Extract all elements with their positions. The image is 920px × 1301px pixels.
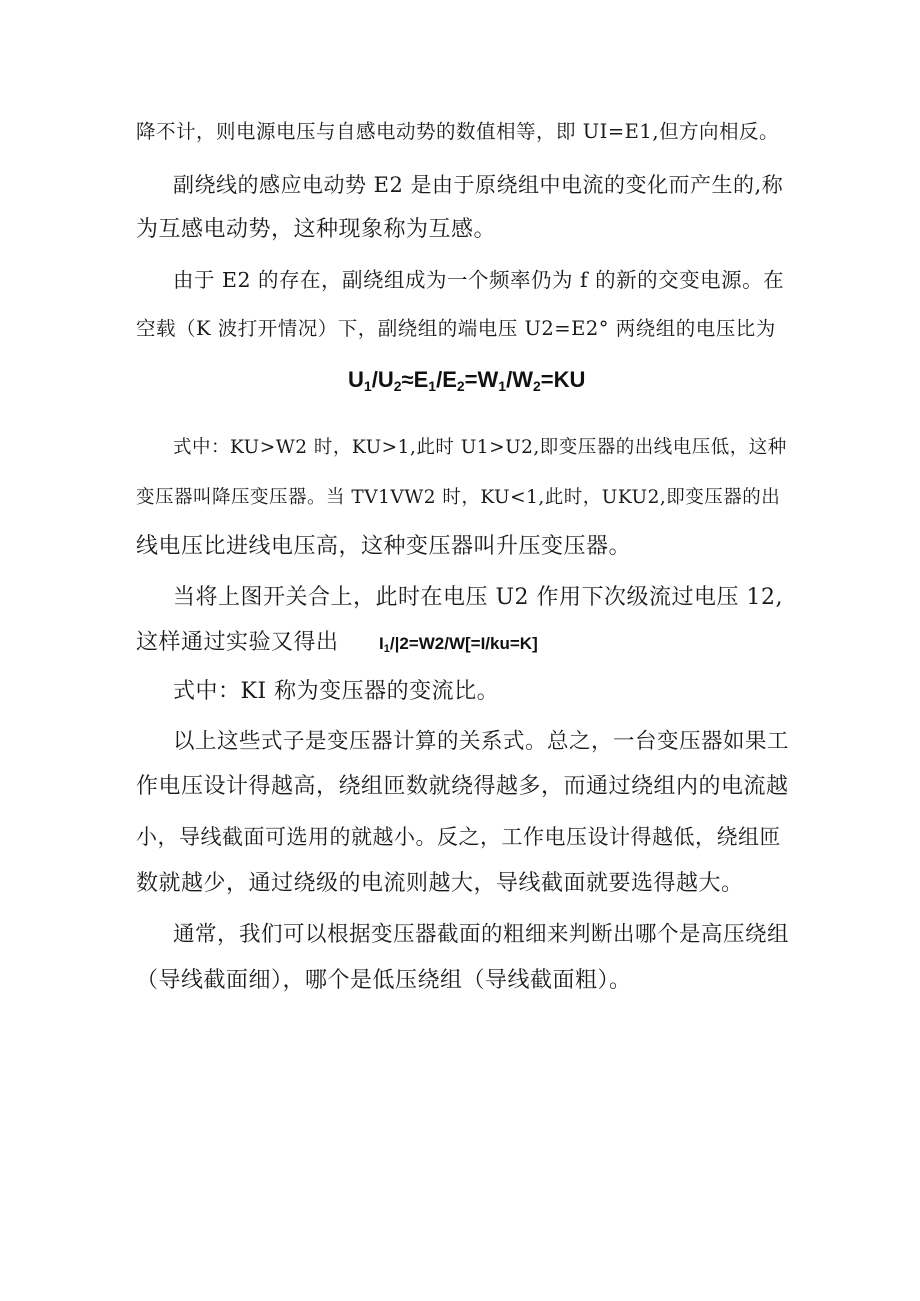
formula-term: W: [477, 367, 499, 392]
formula-subscript: 2: [456, 378, 465, 394]
formula-tail: /|2=W2/W[=I/ku=K]: [389, 634, 538, 653]
formula-subscript: 1: [383, 643, 390, 655]
paragraph-2-line-1: 副绕线的感应电动势 E2 是由于原绕组中电流的变化而产生的,称: [173, 173, 784, 197]
current-ratio-formula: [379, 631, 538, 662]
paragraph-7-line-2: 作电压设计得越高，绕组匝数就绕得越多，而通过绕组内的电流越: [136, 774, 789, 799]
formula-slash: /: [436, 367, 443, 392]
formula-slash: /: [506, 367, 513, 392]
formula-term: U: [377, 367, 394, 392]
paragraph-7-line-3: 小，导线截面可选用的就越小。反之，工作电压设计得越低，绕组匝: [136, 825, 781, 849]
formula-subscript: 2: [393, 378, 402, 394]
paragraph-5-line-2: 这样通过实验又得出: [136, 630, 339, 655]
formula-subscript: 1: [363, 378, 372, 394]
paragraph-8-line-2: （导线截面细），哪个是低压绕组（导线截面粗）。: [136, 968, 632, 993]
formula-term: U: [348, 367, 364, 392]
paragraph-3-line-1: 由于 E2 的存在，副绕组成为一个频率仍为 f 的新的交变电源。在: [173, 268, 785, 292]
paragraph-2-line-2: 为互感电动势，这种现象称为互感。: [136, 217, 497, 242]
paragraph-1-line-1: 降不计，则电源电压与自感电动势的数值相等，即 UI=E1,但方向相反。: [136, 120, 780, 143]
formula-equals-sign: =: [464, 367, 478, 392]
paragraph-7-line-4: 数就越少，通过绕级的电流则越大，导线截面就要选得越大。: [136, 871, 744, 896]
paragraph-8-line-1: 通常，我们可以根据变压器截面的粗细来判断出哪个是高压绕组: [173, 922, 790, 947]
voltage-ratio-formula: [348, 365, 585, 401]
paragraph-3-line-2: 空载（K 波打开情况）下，副绕组的端电压 U2=E2° 两绕组的电压比为: [136, 317, 776, 340]
paragraph-4-line-3: 线电压比进线电压高，这种变压器叫升压变压器。: [136, 534, 632, 559]
formula-tail: =KU: [540, 367, 586, 392]
paragraph-5-line-1: 当将上图开关合上，此时在电压 U2 作用下次级流过电压 12,: [173, 585, 784, 610]
paragraph-7-line-1: 以上这些式子是变压器计算的关系式。总之，一台变压器如果工: [173, 729, 790, 754]
formula-term: W: [512, 367, 533, 392]
paragraph-4-line-2: 变压器叫降压变压器。当 TV1VW2 时，KU<1,此时，UKU2,即变压器的出: [136, 487, 781, 508]
paragraph-4-line-1: 式中：KU>W2 时，KU>1,此时 U1>U2,即变压器的出线电压低，这种: [173, 437, 787, 458]
formula-term: E: [413, 367, 429, 392]
paragraph-6-line-1: 式中：KI 称为变压器的变流比。: [173, 679, 500, 704]
formula-slash: /: [371, 367, 378, 392]
formula-term: I: [379, 634, 384, 653]
formula-subscript: 1: [498, 378, 507, 394]
formula-subscript: 2: [532, 378, 541, 394]
formula-subscript: 1: [428, 378, 437, 394]
formula-approx-sign: ≈: [401, 367, 414, 392]
formula-term: E: [442, 367, 457, 392]
